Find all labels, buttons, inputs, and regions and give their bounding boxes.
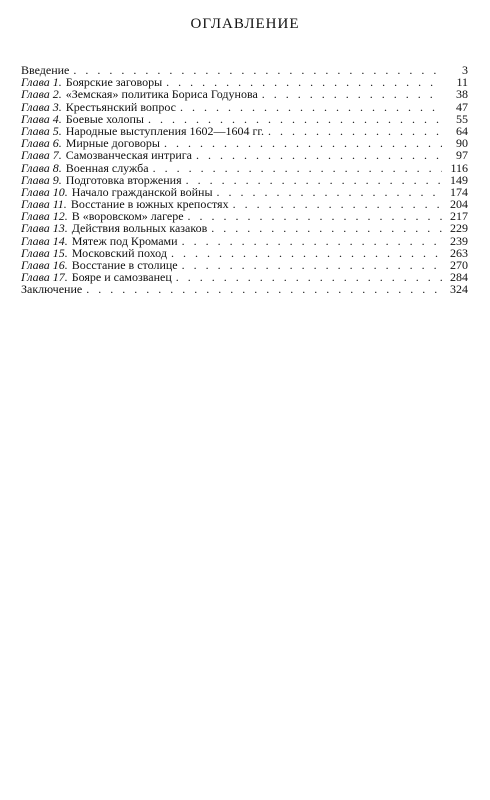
chapter-label: Глава 2. <box>21 87 62 102</box>
chapter-label: Глава 7. <box>21 148 62 163</box>
chapter-label: Глава 12. <box>21 209 68 224</box>
chapter-label: Глава 3. <box>21 99 62 114</box>
toc-entry <box>21 88 468 100</box>
chapter-label: Глава 9. <box>21 172 62 187</box>
page-number: 116 <box>450 160 468 175</box>
page-number: 263 <box>450 245 468 260</box>
chapter-label: Глава 11. <box>21 197 67 212</box>
dot-leader <box>182 235 442 247</box>
entry-title: Московский поход <box>71 245 167 260</box>
page-number: 270 <box>450 258 468 272</box>
page-number: 239 <box>450 233 468 248</box>
dot-leader <box>186 174 442 186</box>
chapter-label: Глава 13. <box>21 221 68 236</box>
chapter-label: Глава 5. <box>21 123 62 138</box>
page-number: 47 <box>456 99 468 114</box>
chapter-label: Глава 10. <box>21 184 68 199</box>
dot-leader <box>196 149 442 161</box>
page-number: 324 <box>450 282 468 297</box>
page-number: 3 <box>462 63 468 77</box>
entry-title: Мятеж под Кромами <box>71 233 178 248</box>
dot-leader <box>268 125 442 137</box>
toc-entry <box>21 283 468 295</box>
page-number: 149 <box>450 172 468 187</box>
dot-leader <box>211 222 442 234</box>
page-title: ОГЛАВЛЕНИЕ <box>190 16 300 32</box>
dot-leader <box>262 88 442 100</box>
entry-title: Самозванческая интрига <box>65 148 193 163</box>
toc-entry <box>21 162 468 174</box>
dot-leader <box>182 259 442 271</box>
page-number: 55 <box>456 111 468 126</box>
entry-title: Крестьянский вопрос <box>65 99 176 114</box>
toc-entry <box>21 271 468 283</box>
dot-leader <box>171 247 442 259</box>
entry-title: Бояре и самозванец <box>71 270 172 285</box>
chapter-label: Глава 6. <box>21 136 62 151</box>
page-number: 38 <box>456 87 468 102</box>
entry-title: Военная служба <box>65 160 149 175</box>
dot-leader <box>176 271 442 283</box>
page-number: 64 <box>456 123 468 138</box>
entry-title: Начало гражданской войны <box>71 184 213 199</box>
entry-title: Действия вольных казаков <box>71 221 208 236</box>
toc-entry <box>21 149 468 161</box>
dot-leader <box>188 210 442 222</box>
chapter-label: Глава 14. <box>21 233 68 248</box>
chapter-label: Глава 4. <box>21 111 62 126</box>
entry-title: Подготовка вторжения <box>65 172 182 187</box>
dot-leader <box>153 162 442 174</box>
entry-title: В «воровском» лагере <box>71 209 184 224</box>
page-number: 204 <box>450 197 468 212</box>
entry-title: Боярские заговоры <box>65 75 163 90</box>
page-number: 90 <box>456 136 468 151</box>
entry-title: Восстание в южных крепостях <box>70 197 229 212</box>
entry-title: Введение <box>21 63 70 77</box>
chapter-label: Глава 8. <box>21 160 62 175</box>
page-number: 217 <box>450 209 468 224</box>
page-number: 97 <box>456 148 468 163</box>
page-number: 229 <box>450 221 468 236</box>
toc-entry <box>21 101 468 113</box>
entry-title: Заключение <box>21 282 83 297</box>
dot-leader <box>217 186 442 198</box>
dot-leader <box>180 101 442 113</box>
entry-title: Боевые холопы <box>65 111 144 126</box>
page-number: 11 <box>456 75 468 90</box>
toc-entry <box>21 235 468 247</box>
chapter-label: Глава 15. <box>21 245 68 260</box>
entry-title: Мирные договоры <box>65 136 160 151</box>
dot-leader <box>164 137 442 149</box>
table-of-contents <box>21 64 468 296</box>
chapter-label: Глава 1. <box>21 75 62 90</box>
dot-leader <box>86 283 442 295</box>
page-number: 174 <box>450 184 468 199</box>
entry-title: «Земская» политика Бориса Годунова <box>65 87 258 102</box>
entry-title: Народные выступления 1602—1604 гг. <box>65 123 264 138</box>
dot-leader <box>233 198 442 210</box>
chapter-label: Глава 17. <box>21 270 68 285</box>
entry-title: Восстание в столице <box>71 258 178 272</box>
chapter-label: Глава 16. <box>21 258 68 272</box>
page-number: 284 <box>450 270 468 285</box>
toc-entry <box>21 222 468 234</box>
